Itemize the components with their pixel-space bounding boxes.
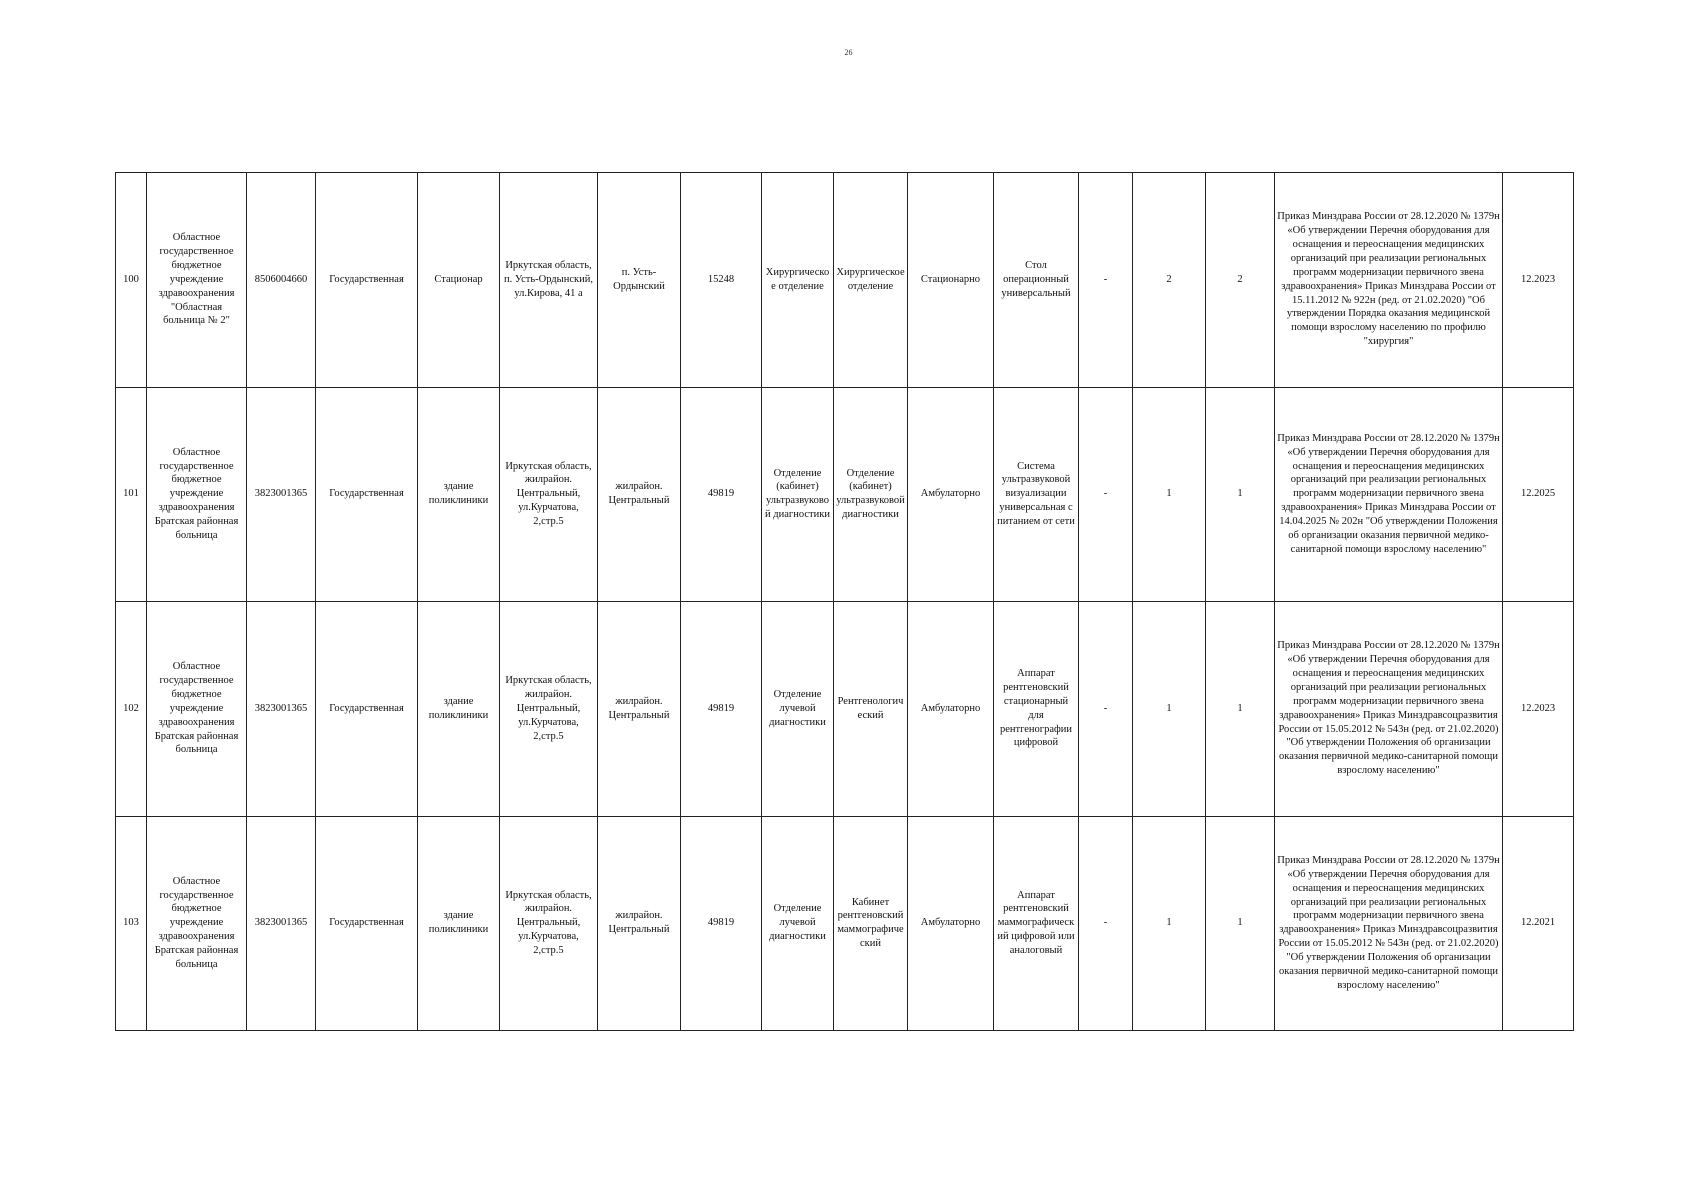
- table-body: [116, 173, 1574, 1031]
- legal-basis-cell: Приказ Минздрава России от 28.12.2020 № 1379н «Об утверждении Перечня оборудования для оснащения и переоснащения медицинских организаций при реализации региональных программ модернизации первичного звена здравоохранения» Приказ Минздравсоцразвития России от 15.05.2012 № 543н (ред. от 21.02.2020) "Об утверждении Положения об организации оказания первичной медико-санитарной помощи взрослому населению": [1275, 602, 1503, 817]
- organization-cell: Областное государственное бюджетное учреждение здравоохранения Братская районная больница: [147, 602, 247, 817]
- care-form-cell: Амбулаторно: [908, 816, 994, 1031]
- existing-count-cell: -: [1079, 602, 1133, 817]
- code-cell: 3823001365: [247, 602, 316, 817]
- code-cell: 8506004660: [247, 173, 316, 388]
- subdivision-cell: Отделение (кабинет) ультразвуковой диагностики: [834, 387, 908, 602]
- organization-cell: Областное государственное бюджетное учреждение здравоохранения Братская районная больница: [147, 387, 247, 602]
- date-cell: 12.2023: [1503, 602, 1574, 817]
- address-cell: Иркутская область, жилрайон. Центральный, ул.Курчатова, 2,стр.5: [500, 602, 598, 817]
- existing-count-cell: -: [1079, 387, 1133, 602]
- purchase-count-cell: 1: [1206, 602, 1275, 817]
- equipment-table: [115, 172, 1574, 1031]
- row-number-cell: 100: [116, 173, 147, 388]
- locality-cell: жилрайон. Центральный: [598, 602, 681, 817]
- index-cell: 49819: [681, 816, 762, 1031]
- code-cell: 3823001365: [247, 387, 316, 602]
- subdivision-cell: Рентгенологический: [834, 602, 908, 817]
- department-cell: Отделение лучевой диагностики: [762, 602, 834, 817]
- row-number-cell: 102: [116, 602, 147, 817]
- index-cell: 49819: [681, 602, 762, 817]
- code-cell: 3823001365: [247, 816, 316, 1031]
- address-cell: Иркутская область, жилрайон. Центральный, ул.Курчатова, 2,стр.5: [500, 816, 598, 1031]
- page-number: 26: [844, 48, 853, 57]
- ownership-cell: Государственная: [316, 173, 418, 388]
- ownership-cell: Государственная: [316, 602, 418, 817]
- purchase-count-cell: 1: [1206, 387, 1275, 602]
- locality-cell: жилрайон. Центральный: [598, 816, 681, 1031]
- table-row: [116, 173, 1574, 388]
- department-cell: Хирургическое отделение: [762, 173, 834, 388]
- department-cell: Отделение (кабинет) ультразвуковой диагностики: [762, 387, 834, 602]
- department-cell: Отделение лучевой диагностики: [762, 816, 834, 1031]
- building-cell: здание поликлиники: [418, 602, 500, 817]
- equipment-cell: Система ультразвуковой визуализации универсальная с питанием от сети: [994, 387, 1079, 602]
- address-cell: Иркутская область, п. Усть-Ордынский, ул.Кирова, 41 а: [500, 173, 598, 388]
- building-cell: здание поликлиники: [418, 816, 500, 1031]
- existing-count-cell: -: [1079, 816, 1133, 1031]
- table-row: [116, 816, 1574, 1031]
- table-row: [116, 602, 1574, 817]
- subdivision-cell: Кабинет рентгеновский маммографический: [834, 816, 908, 1031]
- date-cell: 12.2021: [1503, 816, 1574, 1031]
- table-row: [116, 387, 1574, 602]
- ownership-cell: Государственная: [316, 387, 418, 602]
- row-number-cell: 103: [116, 816, 147, 1031]
- address-cell: Иркутская область, жилрайон. Центральный, ул.Курчатова, 2,стр.5: [500, 387, 598, 602]
- legal-basis-cell: Приказ Минздрава России от 28.12.2020 № 1379н «Об утверждении Перечня оборудования для оснащения и переоснащения медицинских организаций при реализации региональных программ модернизации первичного звена здравоохранения» Приказ Минздрава России от 14.04.2025 № 202н "Об утверждении Положения об организации оказания первичной медико-санитарной помощи взрослому населению": [1275, 387, 1503, 602]
- required-count-cell: 1: [1133, 816, 1206, 1031]
- date-cell: 12.2023: [1503, 173, 1574, 388]
- legal-basis-cell: Приказ Минздрава России от 28.12.2020 № 1379н «Об утверждении Перечня оборудования для оснащения и переоснащения медицинских организаций при реализации региональных программ модернизации первичного звена здравоохранения» Приказ Минздравсоцразвития России от 15.05.2012 № 543н (ред. от 21.02.2020) "Об утверждении Положения об организации оказания первичной медико-санитарной помощи взрослому населению": [1275, 816, 1503, 1031]
- equipment-cell: Стол операционный универсальный: [994, 173, 1079, 388]
- equipment-cell: Аппарат рентгеновский стационарный для рентгенографии цифровой: [994, 602, 1079, 817]
- required-count-cell: 2: [1133, 173, 1206, 388]
- existing-count-cell: -: [1079, 173, 1133, 388]
- organization-cell: Областное государственное бюджетное учреждение здравоохранения "Областная больница № 2": [147, 173, 247, 388]
- building-cell: здание поликлиники: [418, 387, 500, 602]
- required-count-cell: 1: [1133, 387, 1206, 602]
- index-cell: 49819: [681, 387, 762, 602]
- equipment-cell: Аппарат рентгеновский маммографический цифровой или аналоговый: [994, 816, 1079, 1031]
- building-cell: Стационар: [418, 173, 500, 388]
- care-form-cell: Амбулаторно: [908, 387, 994, 602]
- subdivision-cell: Хирургическое отделение: [834, 173, 908, 388]
- care-form-cell: Стационарно: [908, 173, 994, 388]
- row-number-cell: 101: [116, 387, 147, 602]
- locality-cell: п. Усть-Ордынский: [598, 173, 681, 388]
- organization-cell: Областное государственное бюджетное учреждение здравоохранения Братская районная больница: [147, 816, 247, 1031]
- index-cell: 15248: [681, 173, 762, 388]
- date-cell: 12.2025: [1503, 387, 1574, 602]
- purchase-count-cell: 1: [1206, 816, 1275, 1031]
- ownership-cell: Государственная: [316, 816, 418, 1031]
- locality-cell: жилрайон. Центральный: [598, 387, 681, 602]
- legal-basis-cell: Приказ Минздрава России от 28.12.2020 № 1379н «Об утверждении Перечня оборудования для оснащения и переоснащения медицинских организаций при реализации региональных программ модернизации первичного звена здравоохранения» Приказ Минздрава России от 15.11.2012 № 922н (ред. от 21.02.2020) "Об утверждении Порядка оказания медицинской помощи взрослому населению по профилю "хирургия": [1275, 173, 1503, 388]
- required-count-cell: 1: [1133, 602, 1206, 817]
- care-form-cell: Амбулаторно: [908, 602, 994, 817]
- purchase-count-cell: 2: [1206, 173, 1275, 388]
